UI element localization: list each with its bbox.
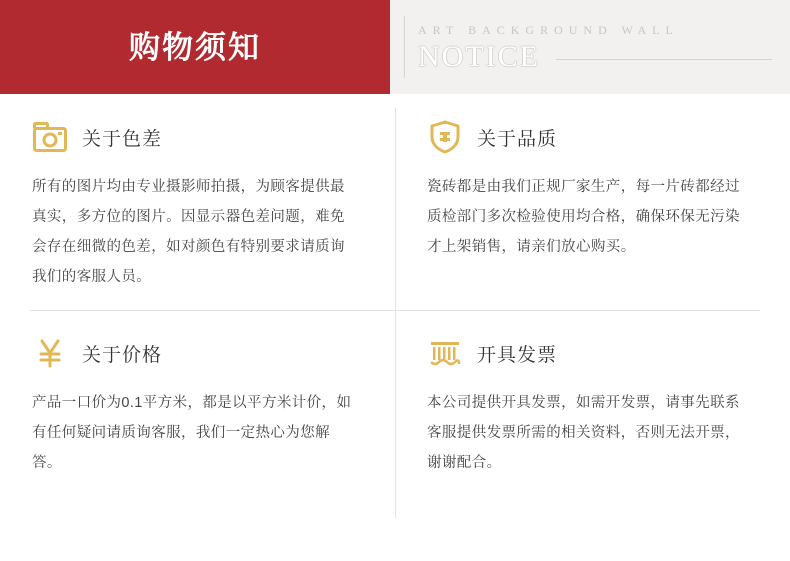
notice-item-header: [427, 310, 758, 382]
notice-item-color: [0, 94, 395, 310]
notice-item-body: 产品一口价为0.1平方米，都是以平方米计价，如有任何疑问请质询客服，我们一定热心为您解答。: [32, 395, 352, 471]
notice-item-title: 关于品质: [477, 128, 558, 150]
notice-item-header: [427, 94, 758, 166]
camera-icon: [32, 119, 68, 155]
notice-item-body: 瓷砖都是由我们正规厂家生产，每一片砖都经过质检部门多次检验使用均合格，确保环保无污染才上架销售，请亲们放心购买。: [427, 179, 740, 255]
shield-quality-icon: [427, 119, 463, 155]
notice-item-header: [32, 94, 363, 166]
header-divider: [404, 16, 405, 78]
notice-item-body: 本公司提供开具发票，如需开发票，请事先联系客服提供发票所需的相关资料，否则无法开票，谢谢配合。: [427, 395, 740, 471]
notice-item-body: 所有的图片均由专业摄影师拍摄，为顾客提供最真实，多方位的图片。因显示器色差问题，难免会存在细微的色差，如对颜色有特别要求请质询我们的客服人员。: [32, 179, 345, 285]
header-title-block: [0, 0, 390, 94]
header-subtitle-block: [390, 0, 790, 94]
header-subtitle: NOTICE: [418, 39, 540, 73]
notice-item-price: [0, 310, 395, 561]
yen-price-icon: [32, 335, 68, 371]
header-rule: [556, 59, 772, 60]
header-subtitle-row: [418, 39, 790, 73]
invoice-icon: [427, 335, 463, 371]
notice-item-header: [32, 310, 363, 382]
header-eyebrow: ART BACKGROUND WALL: [418, 22, 679, 37]
notice-item-quality: [395, 94, 790, 310]
notice-item-title: 关于价格: [82, 344, 163, 366]
page-title: 购物须知: [129, 29, 261, 65]
notice-grid: [0, 94, 790, 561]
notice-item-title: 关于色差: [82, 128, 163, 150]
page-header: [0, 0, 790, 94]
notice-item-title: 开具发票: [477, 344, 558, 366]
notice-item-invoice: [395, 310, 790, 561]
